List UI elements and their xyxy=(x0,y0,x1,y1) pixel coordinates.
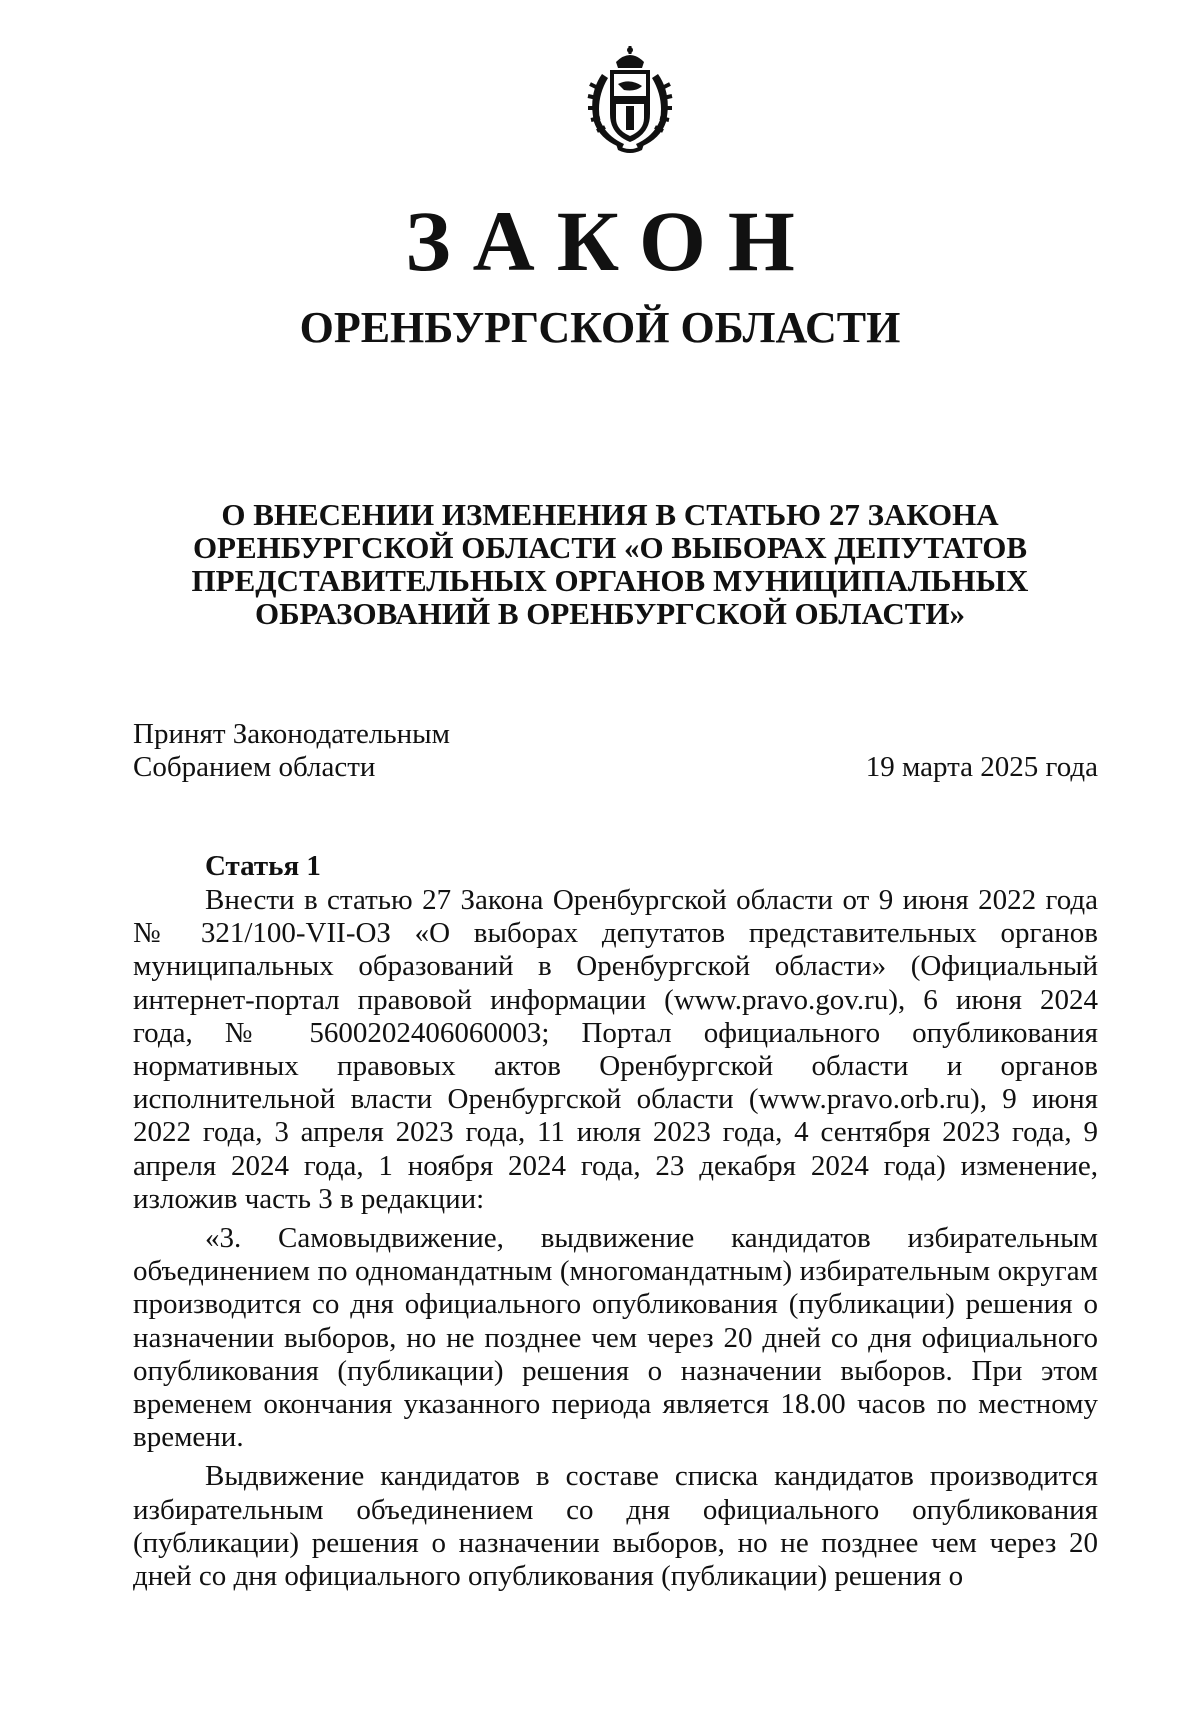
article-paragraph: Выдвижение кандидатов в составе списка кандидатов производится избирательным объединением со дня официального опубликования (публикации) решения о назначении выборов, но не позднее чем через 20 дней со дня официального опубликования (публикации) решения о xyxy=(133,1460,1098,1593)
article-paragraph: Внести в статью 27 Закона Оренбургской области от 9 июня 2022 года № 321/100-VII-ОЗ «О выборах депутатов представительных органов муниципальных образований в Оренбургской области» (Официальный интернет-портал правовой информации (www.pravo.gov.ru), 6 июня 2024 года, № 5600202406060003; Портал официального опубликования нормативных правовых актов Оренбургской области и органов исполнительной власти Оренбургской области (www.pravo.orb.ru), 9 июня 2022 года, 3 апреля 2023 года, 11 июля 2023 года, 4 сентября 2023 года, 9 апреля 2024 года, 1 ноября 2024 года, 23 декабря 2024 года) изменение, изложив часть 3 в редакции: xyxy=(133,884,1098,1215)
law-title-line: ОБРАЗОВАНИЙ В ОРЕНБУРГСКОЙ ОБЛАСТИ» xyxy=(254,596,966,631)
article-paragraph: «3. Самовыдвижение, выдвижение кандидатов избирательным объединением по одномандатным (многомандатным) избирательным округам производится со дня официального опубликования (публикации) решения о назначении выборов, но не позднее чем через 20 дней со дня официального опубликования (публикации) решения о назначении выборов. При этом временем окончания указанного периода является 18.00 часов по местному времени. xyxy=(133,1222,1098,1454)
article-body xyxy=(133,884,1098,1593)
document-type-heading: ЗАКОН xyxy=(405,193,817,289)
law-title-line: ОРЕНБУРГСКОЙ ОБЛАСТИ «О ВЫБОРАХ ДЕПУТАТОВ xyxy=(192,530,1028,565)
orenburg-coat-of-arms-icon xyxy=(580,44,680,156)
adoption-date: 19 марта 2025 года xyxy=(865,751,1098,783)
adoption-line: Собранием области xyxy=(133,751,376,783)
adoption-line: Принят Законодательным xyxy=(133,718,450,750)
region-heading: ОРЕНБУРГСКОЙ ОБЛАСТИ xyxy=(299,303,901,352)
law-title-line: О ВНЕСЕНИИ ИЗМЕНЕНИЯ В СТАТЬЮ 27 ЗАКОНА xyxy=(221,497,999,532)
law-title-line: ПРЕДСТАВИТЕЛЬНЫХ ОРГАНОВ МУНИЦИПАЛЬНЫХ xyxy=(191,563,1029,598)
law-title xyxy=(150,498,1070,630)
article-heading: Статья 1 xyxy=(205,850,321,882)
adoption-authority xyxy=(133,718,450,784)
